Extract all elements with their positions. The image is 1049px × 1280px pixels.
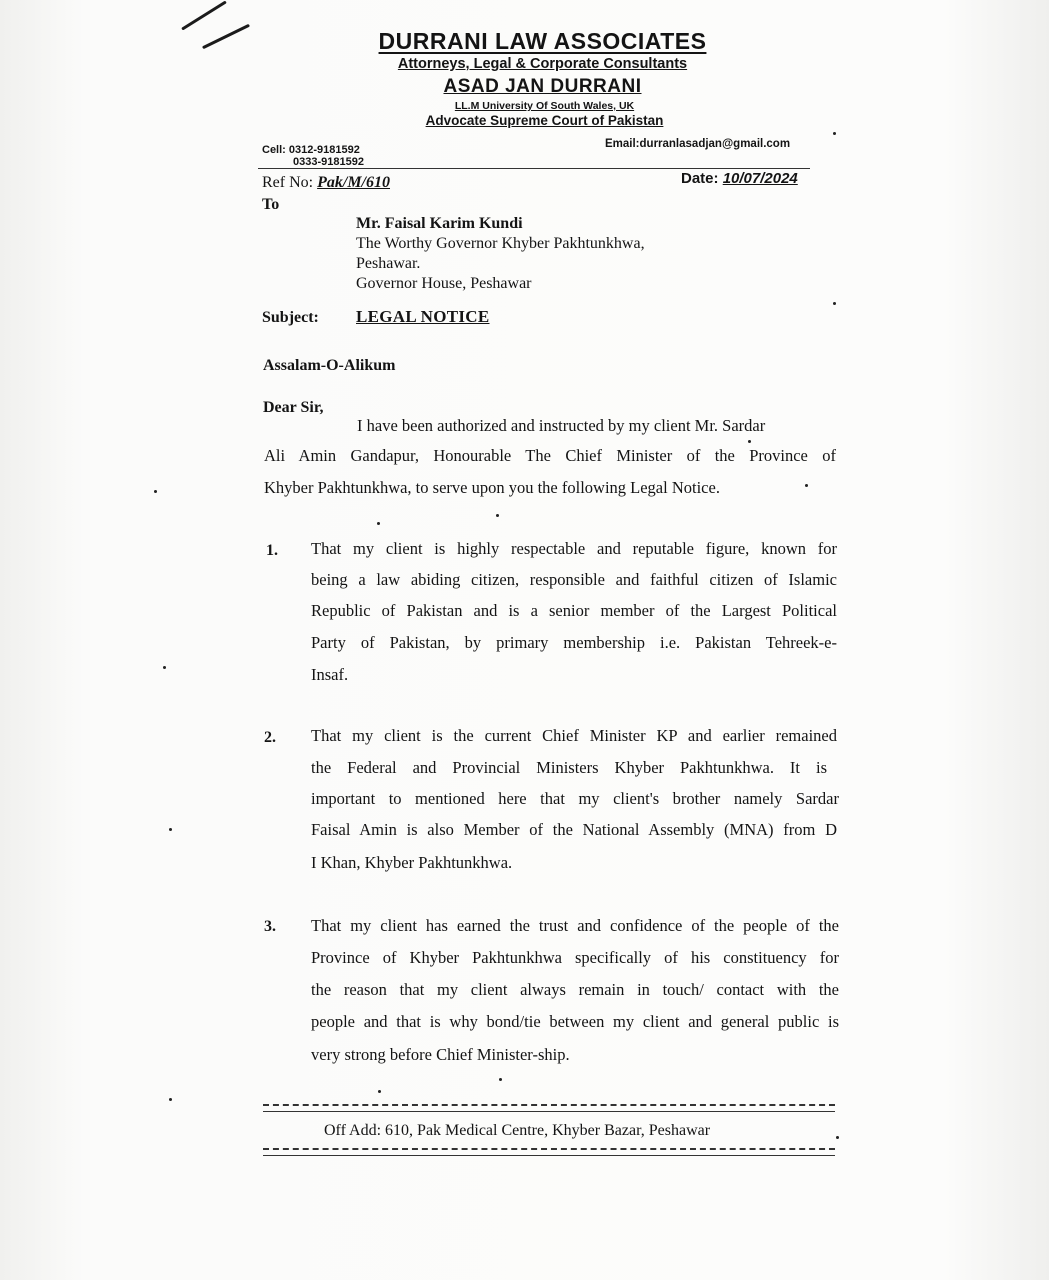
point-3-line-1: That my client has earned the trust and confidence of the people of the: [311, 916, 839, 935]
email-address: durranlasadjan@gmail.com: [639, 138, 791, 150]
point-3-line-2: Province of Khyber Pakhtunkhwa specifically of his constituency for: [311, 948, 839, 967]
scan-speck: [496, 514, 499, 517]
point-2-line-5: I Khan, Khyber Pakhtunkhwa.: [311, 853, 513, 872]
ref-label: Ref No:: [262, 174, 314, 191]
reference-number: [262, 174, 390, 192]
intro-line-2: Ali Amin Gandapur, Honourable The Chief Minister of the Province of: [264, 446, 836, 465]
pen-mark: [181, 0, 227, 30]
footer-divider-bottom: [263, 1148, 835, 1156]
firm-tagline: Attorneys, Legal & Corporate Consultants: [397, 56, 688, 72]
point-number: 2.: [264, 729, 276, 746]
scan-speck: [748, 440, 751, 443]
point-2-line-4: Faisal Amin is also Member of the National Assembly (MNA) from D: [311, 820, 837, 839]
cell-number-2: 0333-9181592: [293, 156, 364, 168]
scan-speck: [805, 484, 808, 487]
greeting: Assalam-O-Alikum: [263, 357, 396, 374]
cell-number-1: 0312-9181592: [288, 144, 360, 156]
salutation: Dear Sir,: [263, 399, 324, 416]
point-2-line-2: the Federal and Provincial Ministers Khyber Pakhtunkhwa. It is: [311, 758, 827, 777]
point-3-line-5: very strong before Chief Minister-ship.: [311, 1045, 570, 1064]
subject-value: LEGAL NOTICE: [356, 307, 490, 326]
header-divider: [258, 168, 810, 169]
subject-label: Subject:: [262, 309, 319, 326]
point-1-line-3: Republic of Pakistan and is a senior member of the Largest Political: [311, 601, 837, 620]
addressee-name: Mr. Faisal Karim Kundi: [356, 215, 523, 232]
scan-speck: [169, 828, 172, 831]
to-label: To: [262, 196, 280, 213]
scan-speck: [499, 1078, 502, 1081]
point-3-line-4: people and that is why bond/tie between my client and general public is: [311, 1012, 839, 1031]
lawyer-court: Advocate Supreme Court of Pakistan: [425, 113, 664, 128]
point-number: 3.: [264, 918, 276, 935]
addressee-line-1: The Worthy Governor Khyber Pakhtunkhwa,: [356, 235, 645, 252]
scan-speck: [154, 490, 157, 493]
date-label: Date:: [681, 170, 719, 187]
point-1-line-5: Insaf.: [311, 665, 349, 684]
scan-speck: [377, 522, 380, 525]
footer-divider-top: [263, 1104, 835, 1112]
cell-numbers: [262, 144, 360, 156]
point-1-line-1: That my client is highly respectable and reputable figure, known for: [311, 539, 837, 558]
intro-line-3: Khyber Pakhtunkhwa, to serve upon you the following Legal Notice.: [264, 478, 720, 497]
intro-line-1: I have been authorized and instructed by my client Mr. Sardar: [357, 416, 766, 435]
addressee-line-2: Peshawar.: [356, 255, 421, 272]
point-number: 1.: [266, 542, 278, 559]
point-2-line-1: That my client is the current Chief Minister KP and earlier remained: [311, 726, 837, 745]
letter-date: [681, 170, 798, 187]
point-1-line-4: Party of Pakistan, by primary membership i.e. Pakistan Tehreek-e-: [311, 633, 837, 652]
scan-speck: [833, 302, 836, 305]
ref-value: Pak/M/610: [317, 174, 390, 191]
scan-speck: [163, 666, 166, 669]
lawyer-degree: LL.M University Of South Wales, UK: [454, 100, 635, 112]
scan-speck: [836, 1136, 839, 1139]
date-value: 10/07/2024: [722, 170, 798, 187]
firm-name: DURRANI LAW ASSOCIATES: [378, 28, 707, 54]
office-address: Off Add: 610, Pak Medical Centre, Khyber Bazar, Peshawar: [324, 1122, 711, 1139]
scan-speck: [833, 132, 836, 135]
point-3-line-3: the reason that my client always remain in touch/ contact with the: [311, 980, 839, 999]
lawyer-name: ASAD JAN DURRANI: [443, 76, 642, 97]
addressee-line-3: Governor House, Peshawar: [356, 275, 532, 292]
point-1-line-2: being a law abiding citizen, responsible and faithful citizen of Islamic: [311, 570, 837, 589]
cell-label: Cell:: [262, 144, 286, 156]
email-block: [605, 138, 790, 150]
email-label: Email:: [605, 138, 640, 150]
scan-speck: [378, 1090, 381, 1093]
point-2-line-3: important to mentioned here that my client's brother namely Sardar: [311, 789, 839, 808]
scan-speck: [169, 1098, 172, 1101]
